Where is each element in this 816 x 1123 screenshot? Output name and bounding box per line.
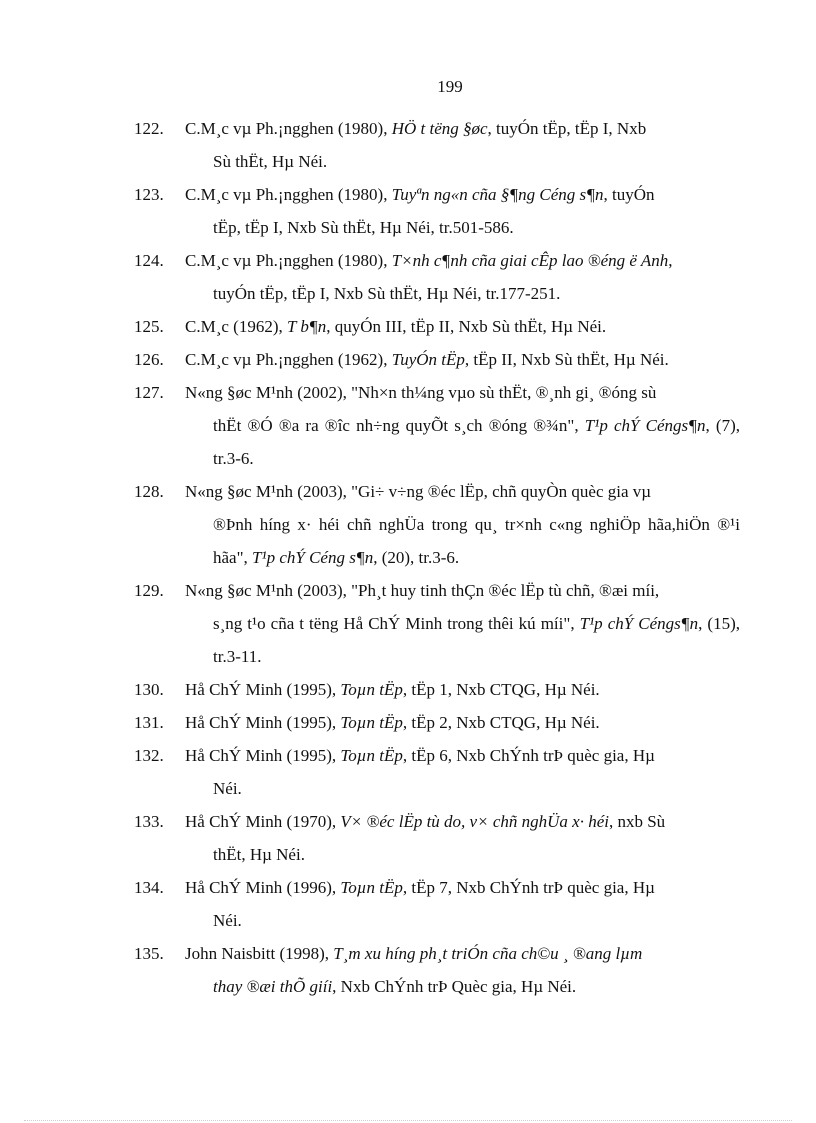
reference-list [134,112,740,1003]
reference-text [185,937,740,1003]
reference-title: V× ®éc lËp tù do, v× chñ nghÜa x· héi [340,812,609,831]
reference-fragment: Néi. [213,911,242,930]
reference-title: thay ®æi thÕ giíi [213,977,333,996]
reference-item [134,673,740,706]
reference-number: 126. [134,350,164,369]
reference-continuation [185,838,740,871]
reference-item [134,343,740,376]
reference-item [134,178,740,244]
reference-continuation [185,211,740,244]
reference-continuation [185,607,740,673]
reference-continuation [185,277,740,310]
reference-fragment: John Naisbitt (1998), [185,944,334,963]
reference-title: T¸m xu híng ph¸t triÓn cña ch©u ¸ ®ang lµm [333,944,643,963]
reference-number: 132. [134,746,164,765]
reference-fragment: , tËp 7, Nxb ChÝnh trÞ quèc gia, Hµ [402,878,655,897]
reference-fragment: , (20), tr.3-6. [373,548,460,567]
reference-fragment: Hå ChÝ Minh (1970), [185,812,341,831]
reference-title: Tuyªn ng«n cña §¶ng Céng s¶n [391,185,604,204]
reference-fragment: , Nxb ChÝnh trÞ Quèc gia, Hµ Néi. [332,977,577,996]
reference-text [185,805,740,871]
reference-title: T×nh c¶nh cña giai cÊp lao ®éng ë Anh [391,251,669,270]
reference-item [134,376,740,475]
reference-fragment: thËt, Hµ Néi. [213,845,305,864]
reference-title: TuyÓn tËp [391,350,465,369]
reference-continuation [185,970,740,1003]
reference-continuation [185,145,740,178]
reference-item [134,805,740,871]
reference-number: 130. [134,680,164,699]
reference-number: 122. [134,119,164,138]
reference-title: Toµn tËp [340,713,403,732]
reference-text [185,475,740,574]
reference-text [185,343,740,376]
reference-fragment: Hå ChÝ Minh (1995), [185,746,341,765]
reference-fragment: C.M¸c vµ Ph.¡ngghen (1962), [185,350,392,369]
reference-number: 134. [134,878,164,897]
reference-fragment: Hå ChÝ Minh (1996), [185,878,341,897]
page-number: 199 [437,77,463,96]
reference-fragment: hiÖn ®¹i hãa", [213,515,740,567]
reference-title: T b¶n [286,317,327,336]
reference-item [134,574,740,673]
reference-title: T¹p chÝ Céng [579,614,675,633]
reference-fragment: , [668,251,673,270]
reference-fragment: , (7), tr.3-6. [213,416,741,468]
reference-fragment: s¸ng t¹o cña t tëng Hå ChÝ Minh trong thêi kú míi", [213,614,580,633]
reference-item [134,937,740,1003]
reference-fragment: Hå ChÝ Minh (1995), [185,680,341,699]
reference-text [185,178,740,244]
reference-text [185,376,740,475]
reference-fragment: N«ng §øc M¹nh (2002), "Nh×n th¼ng vµo sù thËt, ®¸nh gi¸ ®óng sù [185,383,657,402]
reference-text [185,871,740,937]
reference-number: 125. [134,317,164,336]
reference-number: 128. [134,482,164,501]
reference-number: 131. [134,713,164,732]
reference-fragment: C.M¸c vµ Ph.¡ngghen (1980), [185,185,392,204]
reference-fragment: Néi. [213,779,242,798]
reference-fragment: C.M¸c vµ Ph.¡ngghen (1980), [185,119,392,138]
reference-fragment: C.M¸c vµ Ph.¡ngghen (1980), [185,251,392,270]
reference-text [185,739,740,805]
reference-fragment: tuyÓn tËp, tËp I, Nxb Sù thËt, Hµ Néi, tr.177-251. [213,284,561,303]
reference-text [185,310,740,343]
reference-item [134,112,740,178]
reference-fragment: Hå ChÝ Minh (1995), [185,713,341,732]
reference-number: 133. [134,812,164,831]
reference-fragment: , tuyÓn tËp, tËp I, Nxb [487,119,647,138]
reference-fragment: , tËp II, Nxb Sù thËt, Hµ Néi. [464,350,669,369]
reference-item [134,706,740,739]
reference-fragment: , tËp 2, Nxb CTQG, Hµ Néi. [402,713,600,732]
reference-continuation [185,508,740,574]
reference-fragment: , nxb Sù [608,812,666,831]
reference-item [134,475,740,574]
reference-item [134,871,740,937]
reference-fragment: N«ng §øc M¹nh (2003), "Gi÷ v÷ng ®éc lËp, chñ quyÒn quèc gia vµ [185,482,652,501]
reference-title: HÖ t tëng §øc [391,119,488,138]
reference-title: Toµn tËp [340,746,403,765]
reference-fragment: ®Þnh híng x· héi chñ nghÜa trong qu¸ tr×nh c«ng nghiÖp hãa, [213,515,676,534]
reference-fragment: tËp, tËp I, Nxb Sù thËt, Hµ Néi, tr.501-586. [213,218,514,237]
page-bottom-rule [24,1120,792,1121]
reference-number: 127. [134,383,164,402]
reference-continuation [185,904,740,937]
reference-title: T¹p chÝ Céng s¶n [252,548,374,567]
reference-item [134,244,740,310]
reference-text [185,574,740,673]
reference-fragment: N«ng §øc M¹nh (2003), "Ph¸t huy tinh thÇn ®éc lËp tù chñ, ®æi míi, [185,581,660,600]
reference-text [185,706,740,739]
reference-text [185,112,740,178]
reference-title: Toµn tËp [340,878,403,897]
reference-number: 129. [134,581,164,600]
reference-continuation [185,409,740,475]
reference-number: 123. [134,185,164,204]
reference-fragment: , tËp 1, Nxb CTQG, Hµ Néi. [402,680,600,699]
reference-text [185,244,740,310]
reference-title: T¹p chÝ Céng [584,416,682,435]
reference-fragment: , (15), tr.3-11. [213,614,740,666]
reference-item [134,310,740,343]
reference-number: 124. [134,251,164,270]
reference-title: Toµn tËp [340,680,403,699]
reference-number: 135. [134,944,164,963]
reference-fragment: thËt ®Ó ®a ra ®îc nh÷ng quyÕt s¸ch ®óng ®¾n", [213,416,585,435]
reference-fragment: , quyÓn III, tËp II, Nxb Sù thËt, Hµ Néi. [326,317,607,336]
reference-fragment: , tuyÓn [603,185,655,204]
reference-text [185,673,740,706]
reference-fragment: Sù thËt, Hµ Néi. [213,152,328,171]
reference-fragment: , tËp 6, Nxb ChÝnh trÞ quèc gia, Hµ [402,746,655,765]
reference-title: s¶n [674,614,699,633]
reference-item [134,739,740,805]
reference-fragment: C.M¸c (1962), [185,317,287,336]
reference-title: s¶n [681,416,706,435]
reference-continuation [185,772,740,805]
